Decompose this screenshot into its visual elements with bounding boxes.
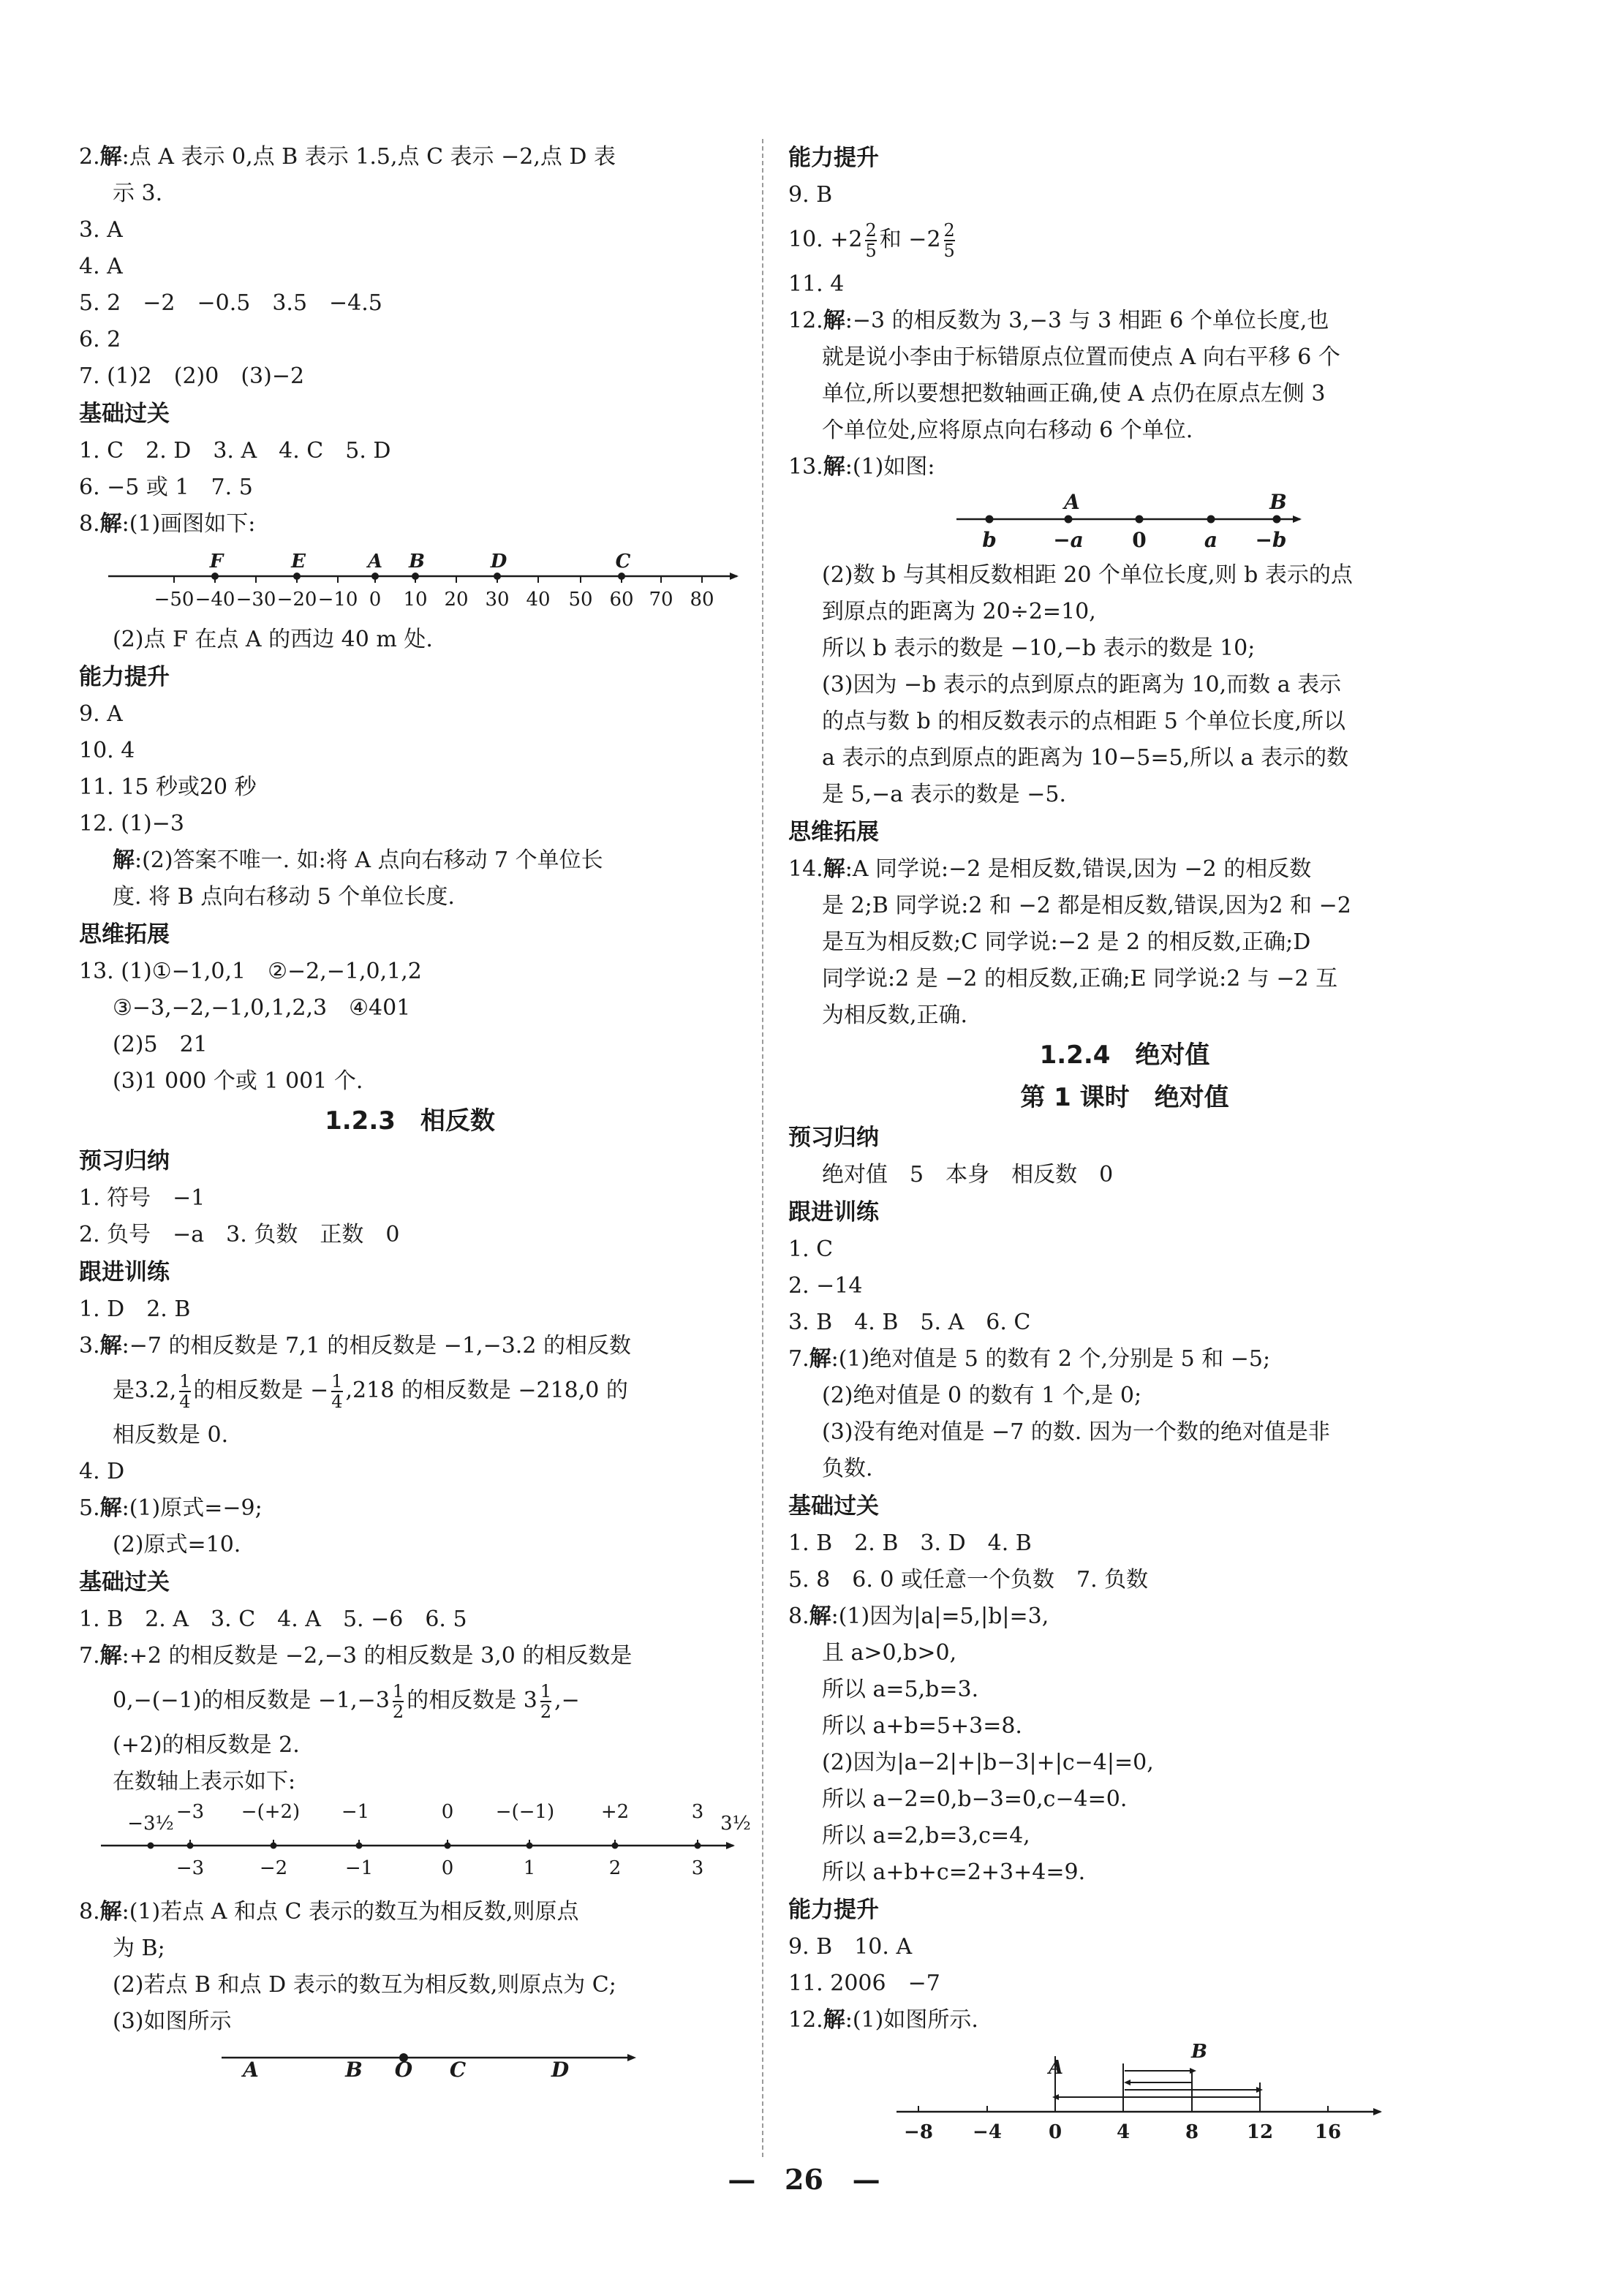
point-label: B — [1269, 490, 1287, 514]
answer-line: 所以 a+b+c=2+3+4=9. — [822, 1859, 1086, 1885]
answer-line: 负数. — [822, 1456, 873, 1481]
point-label: −3½ — [127, 1813, 174, 1835]
tick-label: −30 — [235, 589, 276, 611]
section-heading: 基础过关 — [79, 1569, 170, 1596]
answer-line: 所以 a+b=5+3=8. — [822, 1713, 1022, 1739]
section-heading: 能力提升 — [788, 145, 879, 171]
answer-line: 8.解:(1)若点 A 和点 C 表示的数互为相反数,则原点 — [79, 1899, 579, 1925]
answer-line: 是互为相反数;C 同学说:−2 是 2 的相反数,正确;D — [822, 929, 1311, 955]
answer-line: 4. D — [79, 1459, 125, 1484]
answer-line: 所以 a−2=0,b−3=0,c−4=0. — [822, 1786, 1128, 1812]
point-label: 0 — [441, 1801, 454, 1823]
answer-line: (2)若点 B 和点 D 表示的数互为相反数,则原点为 C; — [113, 1972, 616, 1998]
tick-label: 0 — [441, 1857, 454, 1879]
answer-line: 2. −14 — [788, 1273, 863, 1299]
answer-line: 7. (1)2 (2)0 (3)−2 — [79, 363, 305, 389]
point-label: −b — [1255, 528, 1287, 552]
answer-line: 相反数是 0. — [113, 1422, 229, 1448]
answer-line: 5. 2 −2 −0.5 3.5 −4.5 — [79, 290, 382, 316]
answer-line: 到原点的距离为 20÷2=10, — [822, 599, 1096, 624]
tick-label: −20 — [276, 589, 317, 611]
answer-line: (2)点 F 在点 A 的西边 40 m 处. — [113, 627, 433, 652]
answer-line: 10. 4 — [79, 738, 135, 763]
section-heading: 基础过关 — [788, 1493, 879, 1519]
point-label: 0 — [1132, 528, 1147, 552]
answer-line: 11. 4 — [788, 271, 845, 297]
fraction: $\frac{1}{4}$ — [331, 1371, 343, 1412]
tick-label: 70 — [649, 589, 673, 611]
answer-line: 是3.2, $\frac{1}{4}$ 的相反数是 − $\frac{1}{4}$ ,218 的相反数是 −218,0 的 — [113, 1371, 628, 1412]
answer-line: 8.解:(1)因为|a|=5,|b|=3, — [788, 1604, 1049, 1629]
answer-line: 12. (1)−3 — [79, 811, 184, 837]
tick-label: 16 — [1314, 2121, 1342, 2143]
point-label: −3 — [175, 1801, 205, 1823]
point-label: −(+2) — [241, 1801, 301, 1823]
answer-line: 就是说小李由于标错原点位置而使点 A 向右平移 6 个 — [822, 344, 1340, 370]
fraction: $\frac{2}{5}$ — [943, 220, 955, 261]
section-heading: 跟进训练 — [79, 1259, 170, 1285]
tick-label: 10 — [403, 589, 428, 611]
answer-line: 9. B — [788, 182, 833, 208]
fraction: $\frac{2}{5}$ — [865, 220, 877, 261]
tick-label: 12 — [1246, 2121, 1274, 2143]
fraction: $\frac{1}{2}$ — [392, 1681, 404, 1722]
point-label: B — [345, 2058, 363, 2082]
answer-line: (2)5 21 — [113, 1032, 208, 1057]
answer-line: 13. (1)①−1,0,1 ②−2,−1,0,1,2 — [79, 959, 422, 984]
answer-line: 1. B 2. A 3. C 4. A 5. −6 6. 5 — [79, 1606, 467, 1632]
answer-line: 11. 2006 −7 — [788, 1971, 940, 1996]
tick-label: 1 — [523, 1857, 536, 1879]
answer-line: 示 3. — [113, 181, 163, 206]
answer-line: ③−3,−2,−1,0,1,2,3 ④401 — [113, 995, 411, 1021]
answer-line: 12.解:(1)如图所示. — [788, 2007, 978, 2033]
section-heading: 基础过关 — [79, 401, 170, 427]
answer-line: 7.解:+2 的相反数是 −2,−3 的相反数是 3,0 的相反数是 — [79, 1643, 633, 1669]
tick-label: −2 — [259, 1857, 288, 1879]
point-label: A — [1048, 2057, 1064, 2079]
page-number: — 26 — — [728, 2163, 880, 2196]
answer-line: 10. +2 $\frac{2}{5}$ 和 −2 $\frac{2}{5}$ — [788, 220, 955, 261]
tick-label: 30 — [485, 589, 510, 611]
point-label: +2 — [600, 1801, 630, 1823]
answer-line: 3.解:−7 的相反数是 7,1 的相反数是 −1,−3.2 的相反数 — [79, 1333, 631, 1359]
tick-label: −50 — [154, 589, 195, 611]
answer-line: 0,−(−1)的相反数是 −1,−3 $\frac{1}{2}$ 的相反数是 3 $\frac{1}{2}$ ,− — [113, 1681, 580, 1722]
point-label: A — [1064, 490, 1080, 514]
answer-line: 为 B; — [113, 1936, 165, 1961]
answer-line: 3. A — [79, 217, 123, 243]
tick-label: −4 — [973, 2121, 1002, 2143]
answer-line: 1. 符号 −1 — [79, 1185, 205, 1211]
tick-label: 3 — [691, 1857, 704, 1879]
number-line-figure-1 — [79, 545, 741, 619]
answer-line: 且 a>0,b>0, — [822, 1640, 957, 1666]
tick-label: 0 — [1048, 2121, 1062, 2143]
answer-line: 是 5,−a 表示的数是 −5. — [822, 782, 1067, 807]
answer-line: 为相反数,正确. — [822, 1002, 968, 1028]
tick-label: 50 — [568, 589, 593, 611]
tick-label: 4 — [1116, 2121, 1130, 2143]
number-line-figure-2 — [79, 1801, 751, 1891]
point-label: F — [209, 551, 224, 573]
section-heading: 思维拓展 — [788, 819, 879, 845]
answer-line: 解:(2)答案不唯一. 如:将 A 点向右移动 7 个单位长 — [113, 847, 603, 873]
answer-line: 同学说:2 是 −2 的相反数,正确;E 同学说:2 与 −2 互 — [822, 966, 1338, 992]
answer-line: 5. 8 6. 0 或任意一个负数 7. 负数 — [788, 1567, 1149, 1593]
tick-label: 0 — [369, 589, 382, 611]
column-divider — [762, 139, 763, 2157]
tick-label: −10 — [317, 589, 358, 611]
answer-line: 12.解:−3 的相反数为 3,−3 与 3 相距 6 个单位长度,也 — [788, 308, 1329, 333]
answer-line: 7.解:(1)绝对值是 5 的数有 2 个,分别是 5 和 −5; — [788, 1346, 1271, 1372]
point-label: B — [409, 551, 425, 573]
tick-label: −3 — [175, 1857, 205, 1879]
answer-line: 个单位处,应将原点向右移动 6 个单位. — [822, 418, 1193, 443]
answer-line: (2)绝对值是 0 的数有 1 个,是 0; — [822, 1383, 1142, 1408]
answer-line: 14.解:A 同学说:−2 是相反数,错误,因为 −2 的相反数 — [788, 856, 1312, 882]
tick-label: 2 — [608, 1857, 622, 1879]
lesson-subtitle: 第 1 课时 绝对值 — [1020, 1083, 1229, 1112]
point-label: −(−1) — [495, 1801, 555, 1823]
point-label: 3 — [691, 1801, 704, 1823]
answer-line: 2. 负号 −a 3. 负数 正数 0 — [79, 1222, 400, 1247]
answer-line: 所以 a=5,b=3. — [822, 1677, 979, 1702]
right-column — [788, 139, 1461, 2147]
tick-label: 8 — [1185, 2121, 1199, 2143]
answer-line: 单位,所以要想把数轴画正确,使 A 点仍在原点左侧 3 — [822, 381, 1326, 407]
point-label: A — [243, 2058, 259, 2082]
answer-line: 5.解:(1)原式=−9; — [79, 1495, 263, 1521]
section-heading: 能力提升 — [79, 664, 170, 690]
answer-line: 9. A — [79, 701, 123, 727]
answer-line: a 表示的点到原点的距离为 10−5=5,所以 a 表示的数 — [822, 745, 1349, 771]
tick-label: 80 — [690, 589, 714, 611]
section-heading: 预习归纳 — [79, 1148, 170, 1174]
tick-label: −8 — [904, 2121, 933, 2143]
fraction: $\frac{1}{2}$ — [540, 1681, 552, 1722]
answer-line: 1. B 2. B 3. D 4. B — [788, 1530, 1032, 1556]
point-label: a — [1204, 528, 1218, 552]
answer-line: (2)原式=10. — [113, 1532, 241, 1557]
answer-line: (+2)的相反数是 2. — [113, 1732, 300, 1758]
tick-label: 20 — [444, 589, 469, 611]
answer-line: 6. −5 或 1 7. 5 — [79, 475, 253, 500]
answer-line: (3)1 000 个或 1 001 个. — [113, 1068, 363, 1094]
answer-line: (3)没有绝对值是 −7 的数. 因为一个数的绝对值是非 — [822, 1419, 1330, 1445]
point-label: D — [490, 551, 507, 573]
point-label: C — [615, 551, 631, 573]
point-label: C — [449, 2058, 467, 2082]
answer-line: 1. D 2. B — [79, 1296, 191, 1322]
point-label: B — [1191, 2041, 1207, 2063]
answer-line: 8.解:(1)画图如下: — [79, 511, 256, 537]
tick-label: −40 — [195, 589, 235, 611]
answer-line: 3. B 4. B 5. A 6. C — [788, 1310, 1031, 1335]
answer-line: 4. A — [79, 254, 123, 279]
point-label: b — [982, 528, 997, 552]
point-label: A — [367, 551, 383, 573]
answer-line: 2.解:点 A 表示 0,点 B 表示 1.5,点 C 表示 −2,点 D 表 — [79, 144, 616, 170]
answer-line: 1. C — [788, 1236, 834, 1262]
answer-line: 1. C 2. D 3. A 4. C 5. D — [79, 438, 391, 464]
number-line-figure-4 — [788, 488, 1461, 554]
lesson-title: 1.2.4 绝对值 — [1039, 1041, 1210, 1070]
point-label: O — [394, 2058, 413, 2082]
answer-line: 所以 a=2,b=3,c=4, — [822, 1823, 1030, 1848]
answer-line: 9. B 10. A — [788, 1934, 913, 1960]
tick-label: −1 — [344, 1857, 374, 1879]
point-label: 3½ — [720, 1813, 751, 1835]
answer-line: 绝对值 5 本身 相反数 0 — [822, 1162, 1114, 1187]
point-label: D — [551, 2058, 570, 2082]
tick-label: 40 — [526, 589, 551, 611]
answer-line: (2)数 b 与其相反数相距 20 个单位长度,则 b 表示的点 — [822, 562, 1353, 588]
number-line-figure-5 — [788, 2042, 1461, 2144]
section-heading: 跟进训练 — [788, 1199, 879, 1226]
tick-label: 60 — [609, 589, 634, 611]
answer-line: 在数轴上表示如下: — [113, 1769, 296, 1794]
answer-line: 13.解:(1)如图: — [788, 454, 935, 480]
answer-line: 是 2;B 同学说:2 和 −2 都是相反数,错误,因为2 和 −2 — [822, 893, 1351, 918]
left-column — [79, 139, 751, 2087]
answer-line: 所以 b 表示的数是 −10,−b 表示的数是 10; — [822, 635, 1256, 661]
answer-line: 6. 2 — [79, 327, 121, 352]
answer-line: (3)如图所示 — [113, 2009, 232, 2034]
section-heading: 预习归纳 — [788, 1125, 879, 1151]
lesson-title: 1.2.3 相反数 — [325, 1106, 495, 1136]
answer-line: 的点与数 b 的相反数表示的点相距 5 个单位长度,所以 — [822, 709, 1345, 734]
answer-line: 11. 15 秒或20 秒 — [79, 774, 257, 800]
answer-line: (2)因为|a−2|+|b−3|+|c−4|=0, — [822, 1750, 1154, 1775]
answer-line: (3)因为 −b 表示的点到原点的距离为 10,而数 a 表示 — [822, 672, 1342, 698]
point-label: −a — [1053, 528, 1084, 552]
fraction: $\frac{1}{4}$ — [179, 1371, 191, 1412]
section-heading: 思维拓展 — [79, 921, 170, 948]
number-line-figure-3 — [79, 2043, 741, 2084]
answer-line: 度. 将 B 点向右移动 5 个单位长度. — [113, 884, 455, 910]
point-label: E — [291, 551, 306, 573]
point-label: −1 — [341, 1801, 370, 1823]
section-heading: 能力提升 — [788, 1897, 879, 1923]
